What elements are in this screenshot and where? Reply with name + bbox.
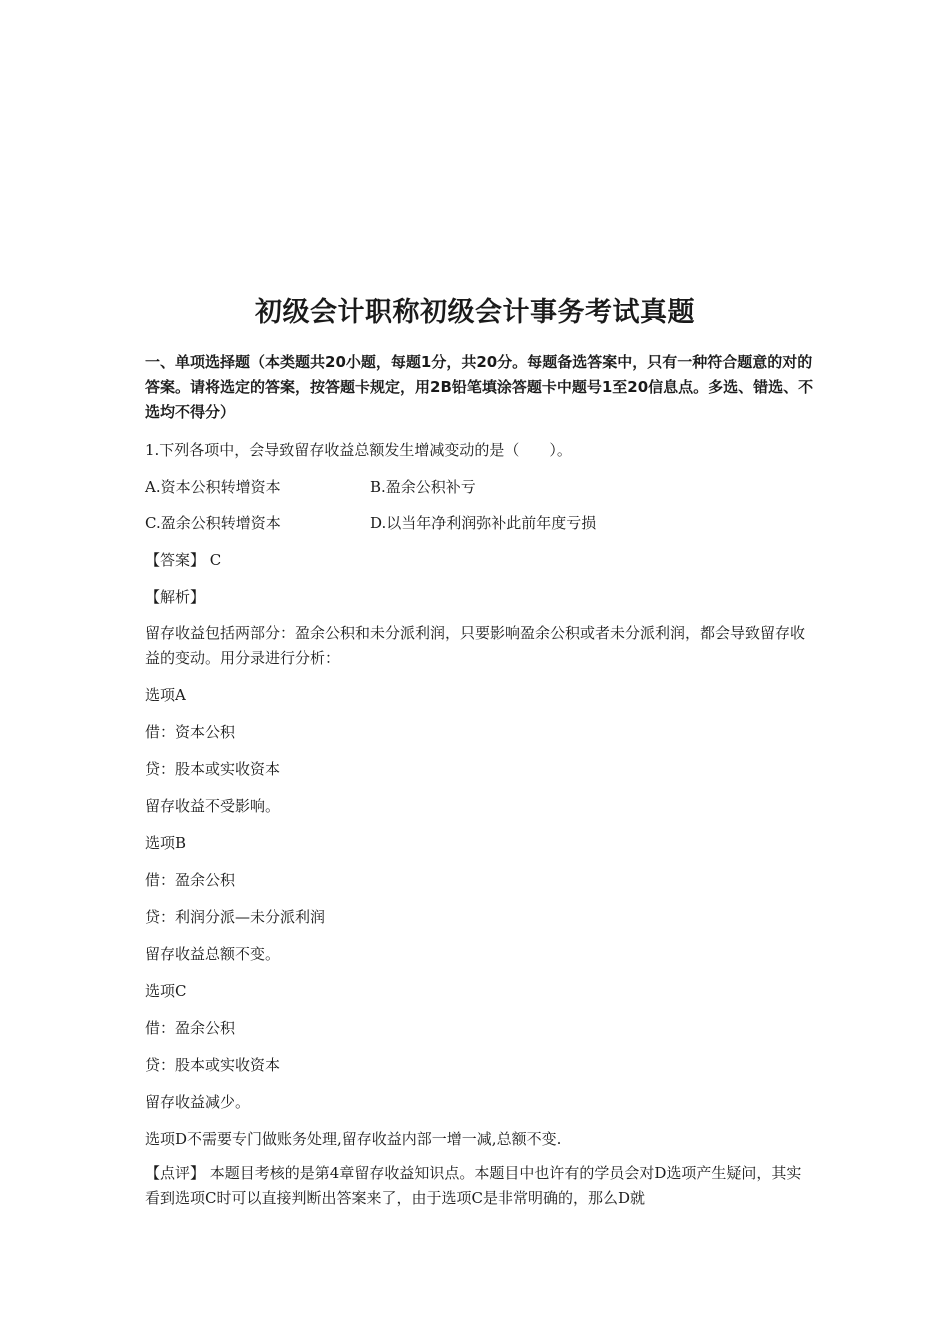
analysis-label: 【解析】 bbox=[145, 588, 206, 606]
entry-line: 贷：股本或实收资本 bbox=[145, 760, 281, 778]
entry-line: 留存收益不受影响。 bbox=[145, 797, 281, 815]
entry-line: 留存收益总额不变。 bbox=[145, 945, 281, 963]
option-a: A.资本公积转增资本 bbox=[145, 478, 281, 496]
comment-paragraph: 【点评】 本题目考核的是第4章留存收益知识点。本题目中也许有的学员会对D选项产生疑问，其实看到选项C时可以直接判断出答案来了，由于选项C是非常明确的，那么D就 bbox=[145, 1164, 802, 1207]
entry-line: 留存收益减少。 bbox=[145, 1093, 251, 1111]
section-heading: 一、单项选择题（本类题共20小题，每题1分，共20分。每题备选答案中，只有一种符合题意的对的答案。请将选定的答案，按答题卡规定，用2B铅笔填涂答题卡中题号1至20信息点。多选、错选、不选均不得分） bbox=[145, 353, 814, 421]
entry-line: 贷：股本或实收资本 bbox=[145, 1056, 281, 1074]
answer-line: 【答案】 C bbox=[145, 551, 222, 569]
entry-line: 选项A bbox=[145, 686, 186, 704]
option-b: B.盈余公积补亏 bbox=[370, 478, 476, 496]
option-c: C.盈余公积转增资本 bbox=[145, 514, 281, 532]
entry-line: 借：盈余公积 bbox=[145, 871, 236, 889]
entry-line: 选项B bbox=[145, 834, 187, 852]
document-title: 初级会计职称初级会计事务考试真题 bbox=[255, 297, 695, 328]
entry-line: 借：盈余公积 bbox=[145, 1019, 236, 1037]
analysis-intro: 留存收益包括两部分：盈余公积和未分派利润，只要影响盈余公积或者未分派利润，都会导致留存收益的变动。用分录进行分析： bbox=[145, 624, 806, 667]
question-stem: 1.下列各项中，会导致留存收益总额发生增减变动的是（ ）。 bbox=[145, 441, 572, 459]
entry-line: 选项C bbox=[145, 982, 187, 1000]
entry-line: 贷：利润分派—未分派利润 bbox=[145, 908, 326, 926]
option-d: D.以当年净利润弥补此前年度亏损 bbox=[370, 514, 597, 532]
entry-line: 借：资本公积 bbox=[145, 723, 236, 741]
entry-line: 选项D不需要专门做账务处理,留存收益内部一增一减,总额不变. bbox=[145, 1130, 562, 1148]
